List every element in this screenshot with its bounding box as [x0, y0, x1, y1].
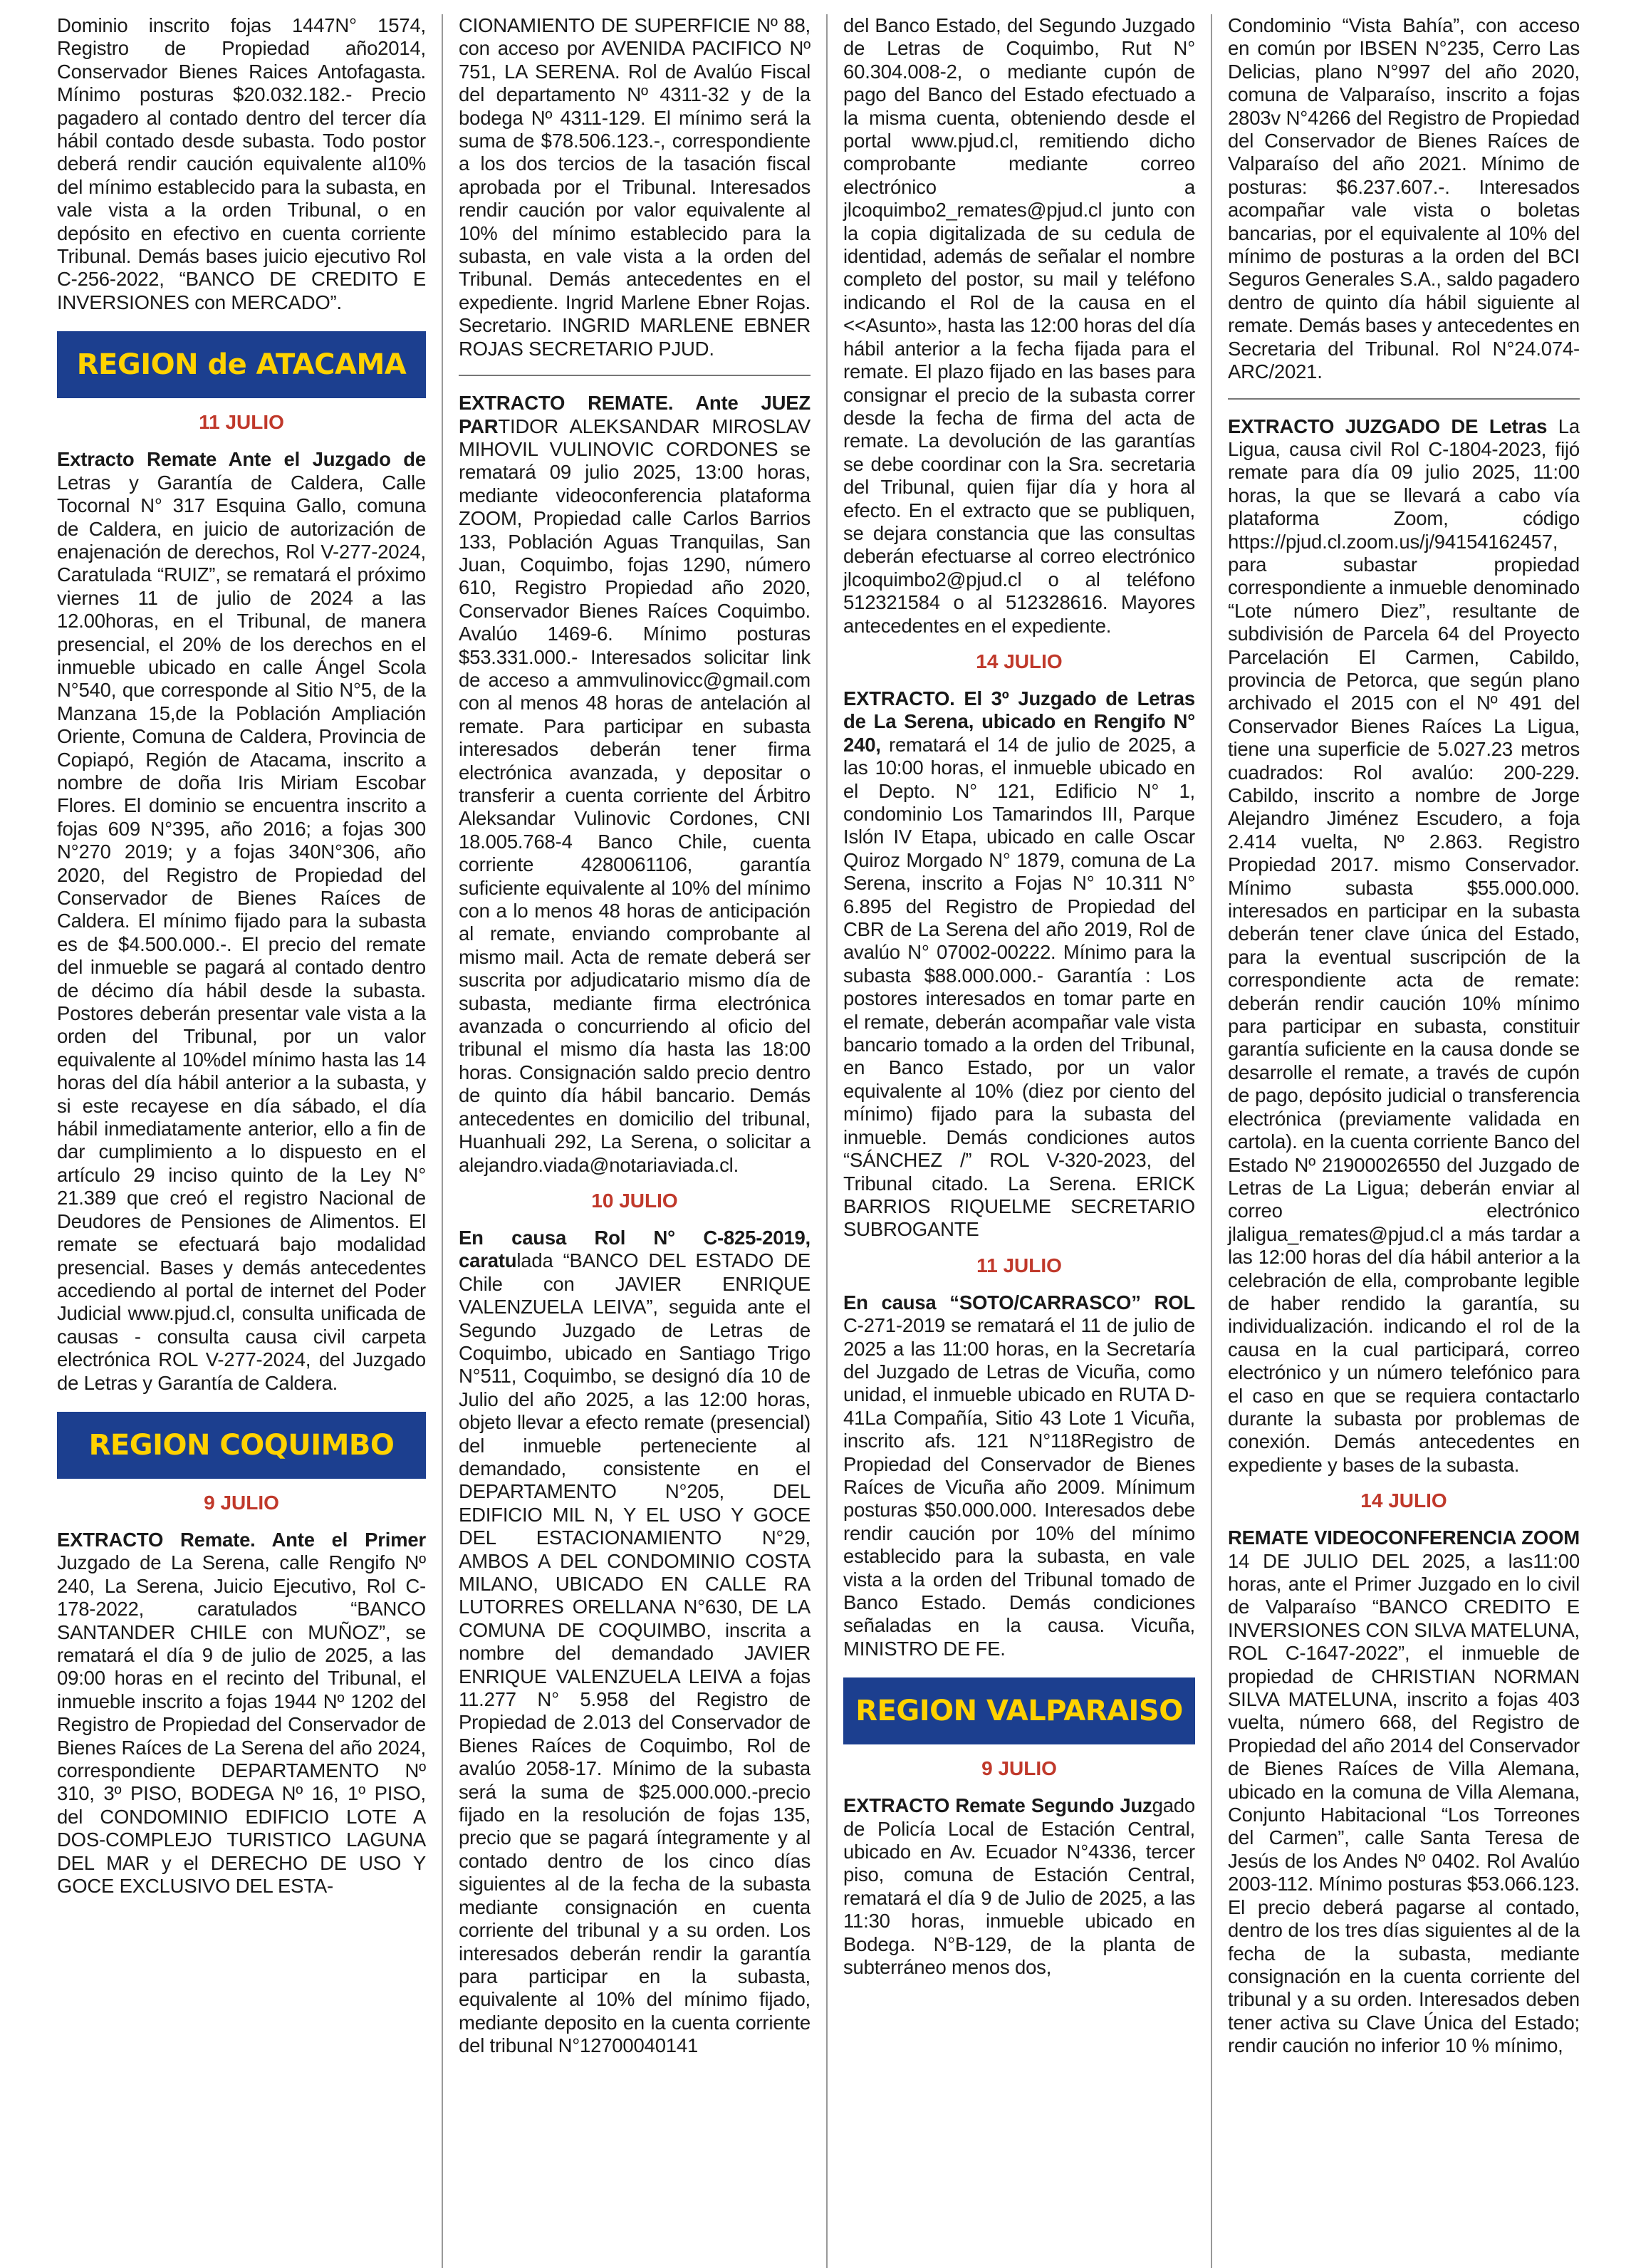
- notice-body: Letras y Garantía de Caldera, Calle Tocornal N° 317 Esquina Gallo, comuna de Caldera, en juicio de autorización de enajenación de derechos, Rol V-277-2024, Caratulada “RUIZ”, se rematará el próximo viernes 11 de julio de 2024 a las 12.00horas, en el Tribunal, de manera presencial, el 20% de los derechos en el inmueble ubicado en calle Ángel Scola N°540, que corresponde al Sitio N°5, de la Manzana 15,de la Población Ampliación Oriente, Comuna de Caldera, Provincia de Copiapó, Región de Atacama, inscrito a nombre de doña Iris Miriam Escobar Flores. El dominio se encuentra inscrito a fojas 609 N°395, año 2016; a fojas 300 N°270 2019; y a fojas 340N°306, año 2020, del Registro de Propiedad del Conservador de Bienes Raíces de Caldera. El mínimo fijado para la subasta es de $4.500.000.-. El precio del remate del inmueble se pagará al contado dentro de décimo día hábil desde la subasta. Postores deberán presentar vale vista a la orden del Tribunal, por un valor equivalente al 10%del mínimo hasta las 14 horas del día hábil anterior a la subasta, y si este recayese en día sábado, el día hábil inmediatamente anterior, ello a fin de dar cumplimiento a lo dispuesto en el artículo 29 inciso quinto de la Ley N° 21.389 que creó el registro Nacional de Deudores de Pensiones de Alimentos. El remate se efectuará bajo modalidad presencial. Bases y demás antecedentes accediendo al portal de internet del Poder Judicial www.pjud.cl, consulta unificada de causas - consulta causa civil carpeta electrónica ROL V-277-2024, del Juzgado de Letras y Garantía de Caldera.: [57, 471, 426, 1394]
- date-heading: 9 JULIO: [204, 1491, 279, 1514]
- notice-body: lada “BANCO DEL ESTADO DE Chile con JAVIER ENRIQUE VALENZUELA LEIVA”, seguida ante el Segundo Juzgado de Letras de Coquimbo, ubicado en Santiago Trigo N°511, Coquimbo, se designó día 10 de Julio del año 2025, a las 12:00 horas, objeto llevar a efecto remate (presencial) del inmueble perteneciente al demandado, consistente en el DEPARTAMENTO N°205, DEL EDIFICIO MIL N, Y EL USO Y GOCE DEL ESTACIONAMIENTO N°29, AMBOS A DEL CONDOMINIO COSTA MILANO, UBICADO EN CALLE RA LUTORRES ORELLANA N°630, DE LA COMUNA DE COQUIMBO, inscrita a nombre del demandado JAVIER ENRIQUE VALENZUELA LEIVA a fojas 11.277 N° 5.958 del Registro de Propiedad de 2.013 del Conservador de Bienes Raíces de Coquimbo, Rol de avalúo 2058-17. Mínimo de la subasta será la suma de $25.000.000.-precio fijado en la resolución de fojas 135, precio que se pagará íntegramente y al contado dentro de los cinco días siguientes al de la fecha de la subasta mediante consignación en cuenta corriente del tribunal y a su orden. Los interesados deberán rendir la garantía para participar en la subasta, equivalente al 10% del mínimo fijado, mediante deposito en la cuenta corriente del tribunal N°12700040141: [459, 1249, 811, 2057]
- notice-text: [843, 1291, 1195, 1661]
- notice-text: [1228, 14, 1580, 384]
- notice-text: [843, 14, 1195, 638]
- column-4: [1211, 14, 1595, 2268]
- date-heading: 14 JULIO: [1360, 1489, 1447, 1512]
- notice-text: [459, 1227, 811, 2058]
- notice-lead: EXTRACTO. El 3º Juzgado de Letras de La Serena, ubicado en Rengifo N° 240,: [843, 687, 1195, 756]
- notice-text: [57, 1529, 426, 1898]
- notice-text: [459, 392, 811, 1177]
- notice-lead: EXTRACTO Remate Segundo Juz: [843, 1794, 1152, 1817]
- column-3: [826, 14, 1211, 2268]
- notice-lead: En causa Rol N° C-825-2019, caratu: [459, 1226, 811, 1272]
- date-heading: 11 JULIO: [199, 411, 284, 434]
- column-2: [442, 14, 826, 2268]
- notice-text: [57, 448, 426, 1395]
- date-heading: 9 JULIO: [981, 1757, 1057, 1780]
- notice-body: TIDOR ALEKSANDAR MIROSLAV MIHOVIL VULINOVIC CORDONES se rematará 09 julio 2025, 13:00 horas, mediante videoconferencia plataforma ZOOM, Propiedad calle Carlos Barrios 133, Población Aguas Tranquilas, San Juan, Coquimbo, fojas 1290, número 610, Registro Propiedad año 2020, Conservador Bienes Raíces Coquimbo. Avalúo 1469-6. Mínimo posturas $53.331.000.- Interesados solicitar link de acceso a ammvulinovicc@gmail.com con al menos 48 horas de antelación al remate. Para participar en subasta interesados deberán tener firma electrónica avanzada, y depositar o transferir a cuenta corriente del Árbitro Aleksandar Vulinovic Cordones, CNI 18.005.768-4 Banco Chile, cuenta corriente 4280061106, garantía suficiente equivalente al 10% del mínimo con a lo menos 48 horas de anticipación al remate, enviando comprobante al mismo mail. Acta de remate deberá ser suscrita por adjudicatario mismo día de subasta, mediante firma electrónica avanzada o concurriendo al oficio del tribunal el mismo día hasta las 18:00 horas. Consignación saldo precio dentro de quinto día hábil bancario. Demás antecedentes en domicilio del tribunal, Huanhuali 292, La Serena, o solicitar a alejandro.viada@notariaviada.cl.: [459, 415, 811, 1176]
- date-heading: 11 JULIO: [976, 1254, 1062, 1276]
- notice-lead: EXTRACTO Remate. Ante el Primer: [57, 1528, 426, 1551]
- column-1: [57, 14, 442, 2268]
- notice-lead: EXTRACTO REMATE. Ante JUEZ PAR: [459, 392, 811, 437]
- notice-lead: En causa “SOTO/CARRASCO” ROL: [843, 1291, 1195, 1314]
- notice-text: [1228, 1526, 1580, 2057]
- notice-body: gado de Policía Local de Estación Central, ubicado en Av. Ecuador N°4336, tercer piso, comuna de Estación Central, rematará el día 9 de Julio de 2025, a las 11:30 horas, inmueble ubicado en Bodega. N°B-129, de la planta de subterráneo menos dos,: [843, 1794, 1195, 1979]
- notice-text: [1228, 415, 1580, 1477]
- notice-body: rematará el 14 de julio de 2025, a las 10:00 horas, el inmueble ubicado en el Depto. N° 121, Edificio N° 1, condominio Los Tamarindos III, Parque Islón IV Etapa, ubicado en calle Oscar Quiroz Morgado N° 1879, comuna de La Serena, inscrito a Fojas N° 10.311 N° 6.895 del Registro de Propiedad del CBR de La Serena del año 2019, Rol de avalúo N° 07002-00222. Mínimo para la subasta $88.000.000.- Garantía : Los postores interesados en tomar parte en el remate, deberán acompañar vale vista bancario tomado a la orden del Tribunal, en Banco Estado, por un valor equivalente al 10% (diez por ciento del mínimo) fijado para la subasta del inmueble. Demás condiciones autos “SÁNCHEZ /” ROL V-320-2023, del Tribunal citado. La Serena. ERICK BARRIOS RIQUELME SECRETARIO SUBROGANTE: [843, 733, 1195, 1241]
- date-heading: 14 JULIO: [976, 650, 1063, 672]
- notice-body: La Ligua, causa civil Rol C-1804-2023, fijó remate para día 09 julio 2025, 11:00 horas, la que se llevará a cabo vía plataforma Zoom, código https://pjud.cl.zoom.us/j/94154162457, para subastar propiedad correspondiente a inmueble denominado “Lote número Diez”, resultante de subdivisión de Parcela 64 del Proyecto Parcelación El Carmen, Cabildo, provincia de Petorca, que según plano archivado el 2015 con el Nº 491 del Conservador Bienes Raíces La Ligua, tiene una superficie de 5.027.23 metros cuadrados: Rol avalúo: 200-229. Cabildo, inscrito a nombre de Jorge Alejandro Jiménez Escudero, a foja 2.414 vuelta, Nº 2.863. Registro Propiedad 2017. mismo Conservador. Mínimo subasta $55.000.000. interesados en participar en la subasta deberán tener clave única del Estado, para la eventual suscripción de la correspondiente acta de remate: deberán rendir caución 10% mínimo para participar en subasta, constituir garantía suficiente en la causa donde se desarrolle el remate, a través de cupón de pago, depósito judicial o transferencia electrónica (previamente validada en cartola). en la cuenta corriente Banco del Estado Nº 21900026550 del Juzgado de Letras de La Ligua; deberán enviar al correo electrónico jlaligua_remates@pjud.cl a más tardar a las 12:00 horas del día hábil anterior a la celebración de ella, comprobante legible de haber rendido la garantía, su individualización. indicando el rol de la causa en la cual participará, correo electrónico y un número telefónico para el caso en que se requiera contactarlo durante la subasta por problemas de conexión. Demás antecedentes en expediente y bases de la subasta.: [1228, 415, 1580, 1476]
- notice-divider: [1228, 398, 1580, 400]
- notice-lead: REMATE VIDEOCONFERENCIA ZOOM: [1228, 1526, 1580, 1549]
- region-header: REGION de ATACAMA: [57, 331, 426, 398]
- notice-lead: EXTRACTO JUZGADO DE Letras: [1228, 415, 1548, 437]
- region-header: REGION VALPARAISO: [843, 1677, 1195, 1744]
- notice-text: [843, 1794, 1195, 1979]
- notice-body: Dominio inscrito fojas 1447N° 1574, Registro de Propiedad año2014, Conservador Bienes Raices Antofagasta. Mínimo posturas $20.032.182.- Precio pagadero al contado dentro del tercer día hábil contado desde subasta. Todo postor deberá rendir caución equivalente al10% del mínimo establecido para la subasta, en vale vista a la orden Tribunal, o en depósito en efectivo en cuenta corriente Tribunal. Demás bases juicio ejecutivo Rol C-256-2022, “BANCO DE CREDITO E INVERSIONES con MERCADO”.: [57, 14, 426, 313]
- notice-divider: [459, 375, 811, 376]
- region-header: REGION COQUIMBO: [57, 1412, 426, 1479]
- notice-body: del Banco Estado, del Segundo Juzgado de Letras de Coquimbo, Rut N° 60.304.008-2, o mediante cupón de pago del Banco del Estado efectuado a la misma cuenta, obteniendo desde el portal www.pjud.cl, remitiendo dicho comprobante mediante correo electrónico a jlcoquimbo2_remates@pjud.cl junto con la copia digitalizada de su cedula de identidad, además de señalar el nombre completo del postor, su mail y teléfono indicando el Rol de la causa en el <<Asunto», hasta las 12:00 horas del día hábil anterior a la fecha fijada para el remate. El plazo fijado en las bases para consignar el precio de la subasta correr desde la fecha de firma del acta de remate. La devolución de las garantías se debe coordinar con la Sra. secretaria del Tribunal, quien fijar día y hora al efecto. En el extracto que se publiquen, se dejara constancia que las consultas deberán efectuarse al correo electrónico jlcoquimbo2@pjud.cl o al teléfono 512321584 o al 512328616. Mayores antecedentes en el expediente.: [843, 14, 1195, 637]
- notice-lead: Extracto Remate Ante el Juzgado de: [57, 448, 426, 471]
- date-heading: 10 JULIO: [591, 1189, 678, 1212]
- notice-body: 14 DE JULIO DEL 2025, a las11:00 horas, ante el Primer Juzgado en lo civil de Valparaíso “BANCO CREDITO E INVERSIONES CON SILVA MATELUNA, ROL C-1647-2022”, el inmueble de propiedad de CHRISTIAN NORMAN SILVA MATELUNA, inscrito a fojas 403 vuelta, número 668, del Registro de Propiedad del año 2014 del Conservador de Bienes Raíces de Villa Alemana, ubicado en la comuna de Villa Alemana, Conjunto Habitacional “Los Torreones del Carmen”, calle Santa Teresa de Jesús de los Andes Nº 0402. Rol Avalúo 2003-112. Mínimo posturas $53.066.123. El precio deberá pagarse al contado, dentro de los tres días siguientes al de la fecha de la subasta, mediante consignación en la cuenta corriente del tribunal y a su orden. Interesados deben tener activa su Clave Única del Estado; rendir caución no inferior 10 % mínimo,: [1228, 1549, 1580, 2057]
- notice-body: CIONAMIENTO DE SUPERFICIE Nº 88, con acceso por AVENIDA PACIFICO Nº 751, LA SERENA. Rol de Avalúo Fiscal del departamento Nº 4311-32 y de la bodega Nº 4311-129. El mínimo será la suma de $78.506.123.-, correspondiente a los dos tercios de la tasación fiscal aprobada por el Tribunal. Interesados rendir caución por valor equivalente al 10% del mínimo establecido para la subasta, en vale vista a la orden del Tribunal. Demás antecedentes en el expediente. Ingrid Marlene Ebner Rojas. Secretario. INGRID MARLENE EBNER ROJAS SECRETARIO PJUD.: [459, 14, 811, 360]
- notice-body: Juzgado de La Serena, calle Rengifo Nº 240, La Serena, Juicio Ejecutivo, Rol C-178-2022, caratulados “BANCO SANTANDER CHILE con MUÑOZ”, se rematará el día 9 de julio de 2025, a las 09:00 horas en el recinto del Tribunal, el inmueble inscrito a fojas 1944 Nº 1202 del Registro de Propiedad del Conservador de Bienes Raíces de La Serena del año 2024, correspondiente DEPARTAMENTO Nº 310, 3º PISO, BODEGA Nº 16, 1º PISO, del CONDOMINIO EDIFICIO LOTE A DOS-COMPLEJO TURISTICO LAGUNA DEL MAR y el DERECHO DE USO Y GOCE EXCLUSIVO DEL ESTA-: [57, 1551, 426, 1898]
- notice-body: Condominio “Vista Bahía”, con acceso en común por IBSEN N°235, Cerro Las Delicias, plano N°997 del año 2020, comuna de Valparaíso, inscrito a fojas 2803v N°4266 del Registro de Propiedad del Conservador de Bienes Raíces de Valparaíso del año 2021. Mínimo de posturas: $6.237.607.-. Interesados acompañar vale vista o boletas bancarias, por el equivalente al 10% del mínimo de posturas a la orden del BCI Seguros Generales S.A., saldo pagadero dentro de quinto día hábil siguiente al remate. Demás bases y antecedentes en Secretaria del Tribunal. Rol N°24.074-ARC/2021.: [1228, 14, 1580, 383]
- notice-body: C-271-2019 se rematará el 11 de julio de 2025 a las 11:00 horas, en la Secretaría del Juzgado de Letras de Vicuña, como unidad, el inmueble ubicado en RUTA D-41La Compañía, Sitio 43 Lote 1 Vicuña, inscrito afs. 121 N°118Registro de Propiedad del Conservador de Bienes Raíces de Vicuña año 2009. Mínimum posturas $50.000.000. Interesados debe rendir caución por 10% del mínimo establecido para la subasta, en vale vista a la orden del Tribunal tomado de Banco Estado. Demás condiciones señaladas en la causa. Vicuña, MINISTRO DE FE.: [843, 1314, 1195, 1660]
- notice-text: [843, 687, 1195, 1242]
- notice-text: [459, 14, 811, 360]
- notice-text: [57, 14, 426, 314]
